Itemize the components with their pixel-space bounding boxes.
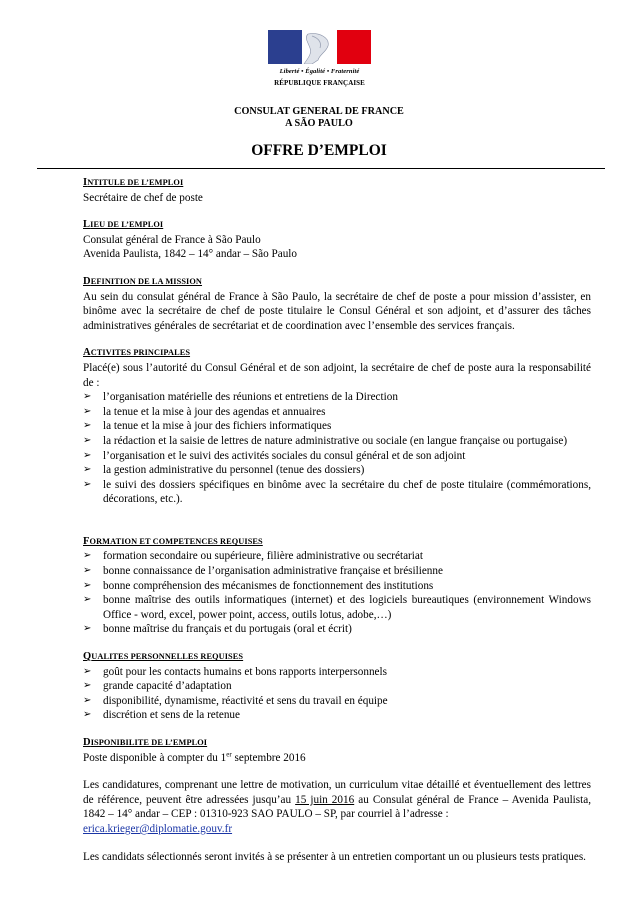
- arrow-bullet-icon: ➢: [83, 464, 92, 476]
- arrow-bullet-icon: ➢: [83, 680, 92, 692]
- list-item: ➢ bonne compréhension des mécanismes de fonctionnement des institutions: [83, 579, 434, 592]
- arrow-bullet-icon: ➢: [83, 478, 92, 490]
- marianne-logo: [268, 30, 371, 92]
- arrow-bullet-icon: ➢: [83, 623, 92, 635]
- deadline-date: 15 juin 2016: [295, 793, 355, 806]
- arrow-bullet-icon: ➢: [83, 550, 92, 562]
- consulate-name: CONSULAT GENERAL DE FRANCE: [234, 106, 404, 117]
- list-item: ➢ goût pour les contacts humains et bons rapports interpersonnels: [83, 665, 387, 678]
- availability-text: Poste disponible à compter du 1er septembre 2016: [83, 749, 306, 764]
- arrow-bullet-icon: ➢: [83, 594, 92, 606]
- activities-intro: Placé(e) sous l’autorité du Consul Général et de son adjoint, la secrétaire de chef de poste aura la responsabilité de :: [83, 361, 591, 389]
- section-qualites: [83, 650, 591, 723]
- list-item: ➢ bonne connaissance de l’organisation administrative française et brésilienne: [83, 565, 443, 578]
- section-heading: ACTIVITES PRINCIPALES: [83, 347, 191, 359]
- section-heading: DEFINITION DE LA MISSION: [83, 275, 203, 287]
- list-item: ➢ l’organisation matérielle des réunions et entretiens de la Direction: [83, 391, 398, 404]
- document-body: [83, 176, 591, 864]
- mission-text: Au sein du consulat général de France à São Paulo, la secrétaire de chef de poste a pour mission d’assister, en binôme avec la secrétaire de chef de poste titulaire le Consul Général et son adjoint, et d’assurer des tâches administratives générales de secrétariat et de coordination avec l’ensemble des services français.: [83, 290, 591, 332]
- section-heading: INTITULE DE L’EMPLOI: [83, 177, 184, 188]
- section-heading: FORMATION ET COMPETENCES REQUISES: [83, 535, 263, 547]
- qualities-list: [83, 665, 591, 723]
- list-item: ➢ la rédaction et la saisie de lettres de nature administrative ou sociale (en langue française ou portugaise): [83, 434, 568, 447]
- application-instructions: Les candidatures, comprenant une lettre de motivation, un curriculum vitae détaillé et éventuellement des lettres de référence, peuvent être adressées jusqu’au 15 juin 2016 au Consulat général de France – Avenida Paulista, 1842 – 14° andar – CEP : 01310-923 SAO PAULO – SP, par courriel à l’adresse : erica.krieger@diplomatie.gouv.fr: [83, 779, 592, 835]
- logo-republic-name: RÉPUBLIQUE FRANÇAISE: [274, 79, 365, 87]
- job-title: Secrétaire de chef de poste: [83, 191, 203, 204]
- list-item: ➢ formation secondaire ou supérieure, filière administrative ou secrétariat: [83, 550, 423, 563]
- logo-motto: Liberté • Égalité • Fraternité: [279, 68, 360, 75]
- arrow-bullet-icon: ➢: [83, 579, 92, 591]
- contact-email-link[interactable]: erica.krieger@diplomatie.gouv.fr: [83, 822, 233, 835]
- section-heading: DISPONIBILITE DE L’EMPLOI: [83, 737, 208, 748]
- arrow-bullet-icon: ➢: [83, 694, 92, 706]
- section-lieu: [83, 218, 591, 262]
- list-item: ➢ la tenue et la mise à jour des fichiers informatiques: [83, 420, 332, 433]
- list-item: ➢ discrétion et sens de la retenue: [83, 709, 240, 722]
- arrow-bullet-icon: ➢: [83, 405, 92, 417]
- section-formation: [83, 535, 591, 637]
- section-heading: LIEU DE L’EMPLOI: [83, 219, 164, 231]
- list-item: ➢ disponibilité, dynamisme, réactivité et sens du travail en équipe: [83, 694, 388, 707]
- list-item: ➢ l’organisation et le suivi des activités sociales du consul général et de son adjoint: [83, 449, 466, 462]
- arrow-bullet-icon: ➢: [83, 391, 92, 403]
- skills-list: [83, 549, 591, 637]
- marianne-flag-icon: [268, 30, 371, 64]
- arrow-bullet-icon: ➢: [83, 565, 92, 577]
- list-item: ➢ la gestion administrative du personnel (tenue des dossiers): [83, 464, 365, 477]
- section-heading: QUALITES PERSONNELLES REQUISES: [83, 651, 244, 663]
- location-line: Consulat général de France à São Paulo: [83, 233, 261, 246]
- section-activites: [83, 346, 591, 507]
- address-line: Avenida Paulista, 1842 – 14° andar – São Paulo: [83, 248, 297, 261]
- page-title: OFFRE D’EMPLOI: [251, 142, 387, 159]
- arrow-bullet-icon: ➢: [83, 665, 92, 677]
- list-item: ➢ bonne maîtrise du français et du portugais (oral et écrit): [83, 623, 352, 636]
- arrow-bullet-icon: ➢: [83, 434, 92, 446]
- arrow-bullet-icon: ➢: [83, 420, 92, 432]
- arrow-bullet-icon: ➢: [83, 449, 92, 461]
- consulate-city: A SÃO PAULO: [285, 118, 353, 129]
- activities-list: [83, 390, 591, 507]
- title-divider: [37, 168, 605, 169]
- section-intitule: [83, 176, 591, 205]
- list-item: ➢ le suivi des dossiers spécifiques en binôme avec la secrétaire du chef de poste titulaire (commémorations, décorations, etc.).: [83, 478, 591, 506]
- list-item: ➢ bonne maîtrise des outils informatiques (internet) et des logiciels bureautiques (environnement Windows Office - word, excel, power point, access, outils lotus, adobe,…): [83, 594, 591, 621]
- list-item: ➢ la tenue et la mise à jour des agendas et annuaires: [83, 405, 326, 418]
- section-definition: [83, 275, 591, 333]
- list-item: ➢ grande capacité d’adaptation: [83, 680, 232, 693]
- arrow-bullet-icon: ➢: [83, 709, 92, 721]
- selection-note: Les candidats sélectionnés seront invités à se présenter à un entretien comportant un ou plusieurs tests pratiques.: [83, 850, 586, 863]
- section-disponibilite: [83, 736, 591, 765]
